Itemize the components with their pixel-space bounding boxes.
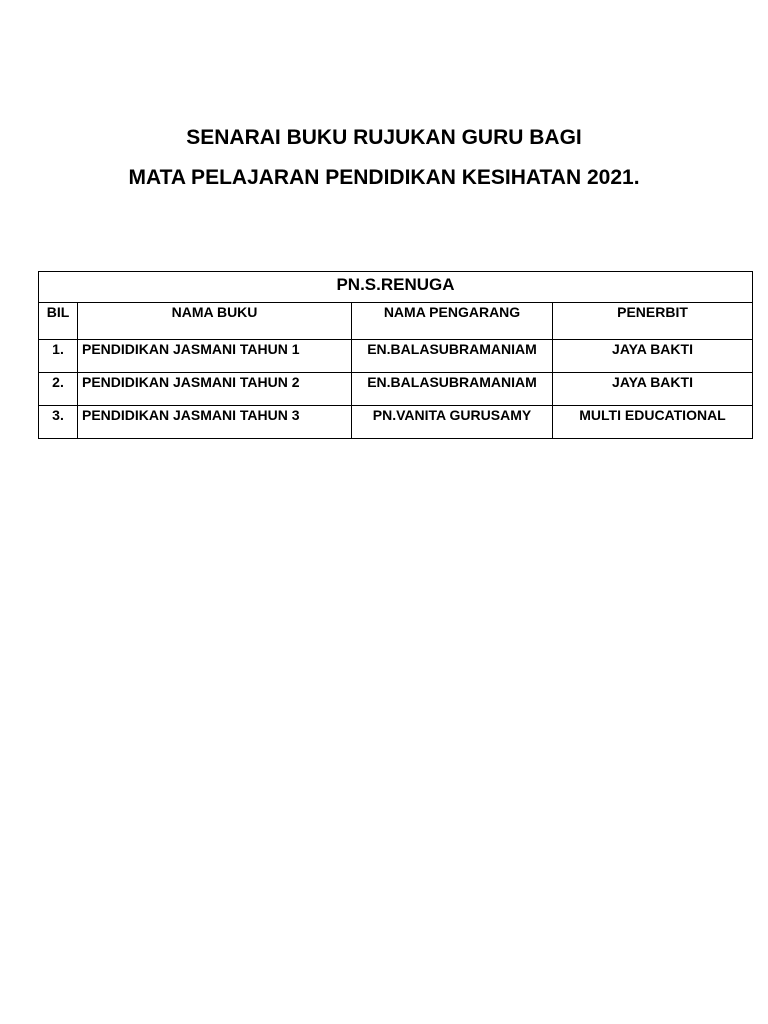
header-nama-pengarang: NAMA PENGARANG <box>352 303 553 340</box>
row-penerbit: MULTI EDUCATIONAL <box>553 406 753 439</box>
document-title <box>0 118 768 198</box>
row-bil: 1. <box>39 340 78 373</box>
table-row <box>39 373 753 406</box>
row-penerbit: JAYA BAKTI <box>553 373 753 406</box>
teacher-row <box>39 272 753 303</box>
table-row <box>39 340 753 373</box>
row-nama-pengarang: EN.BALASUBRAMANIAM <box>352 340 553 373</box>
header-bil: BIL <box>39 303 78 340</box>
teacher-name: PN.S.RENUGA <box>39 272 753 303</box>
table-row <box>39 406 753 439</box>
header-nama-buku: NAMA BUKU <box>78 303 352 340</box>
row-penerbit: JAYA BAKTI <box>553 340 753 373</box>
reference-book-table <box>38 271 753 439</box>
header-penerbit: PENERBIT <box>553 303 753 340</box>
row-nama-buku: PENDIDIKAN JASMANI TAHUN 2 <box>78 373 352 406</box>
reference-book-table-container <box>38 271 752 439</box>
title-line-1: SENARAI BUKU RUJUKAN GURU BAGI <box>186 126 582 149</box>
row-nama-pengarang: PN.VANITA GURUSAMY <box>352 406 553 439</box>
row-nama-buku: PENDIDIKAN JASMANI TAHUN 1 <box>78 340 352 373</box>
row-nama-pengarang: EN.BALASUBRAMANIAM <box>352 373 553 406</box>
row-bil: 2. <box>39 373 78 406</box>
row-bil: 3. <box>39 406 78 439</box>
row-nama-buku: PENDIDIKAN JASMANI TAHUN 3 <box>78 406 352 439</box>
title-line-2: MATA PELAJARAN PENDIDIKAN KESIHATAN 2021. <box>128 166 640 189</box>
header-row <box>39 303 753 340</box>
